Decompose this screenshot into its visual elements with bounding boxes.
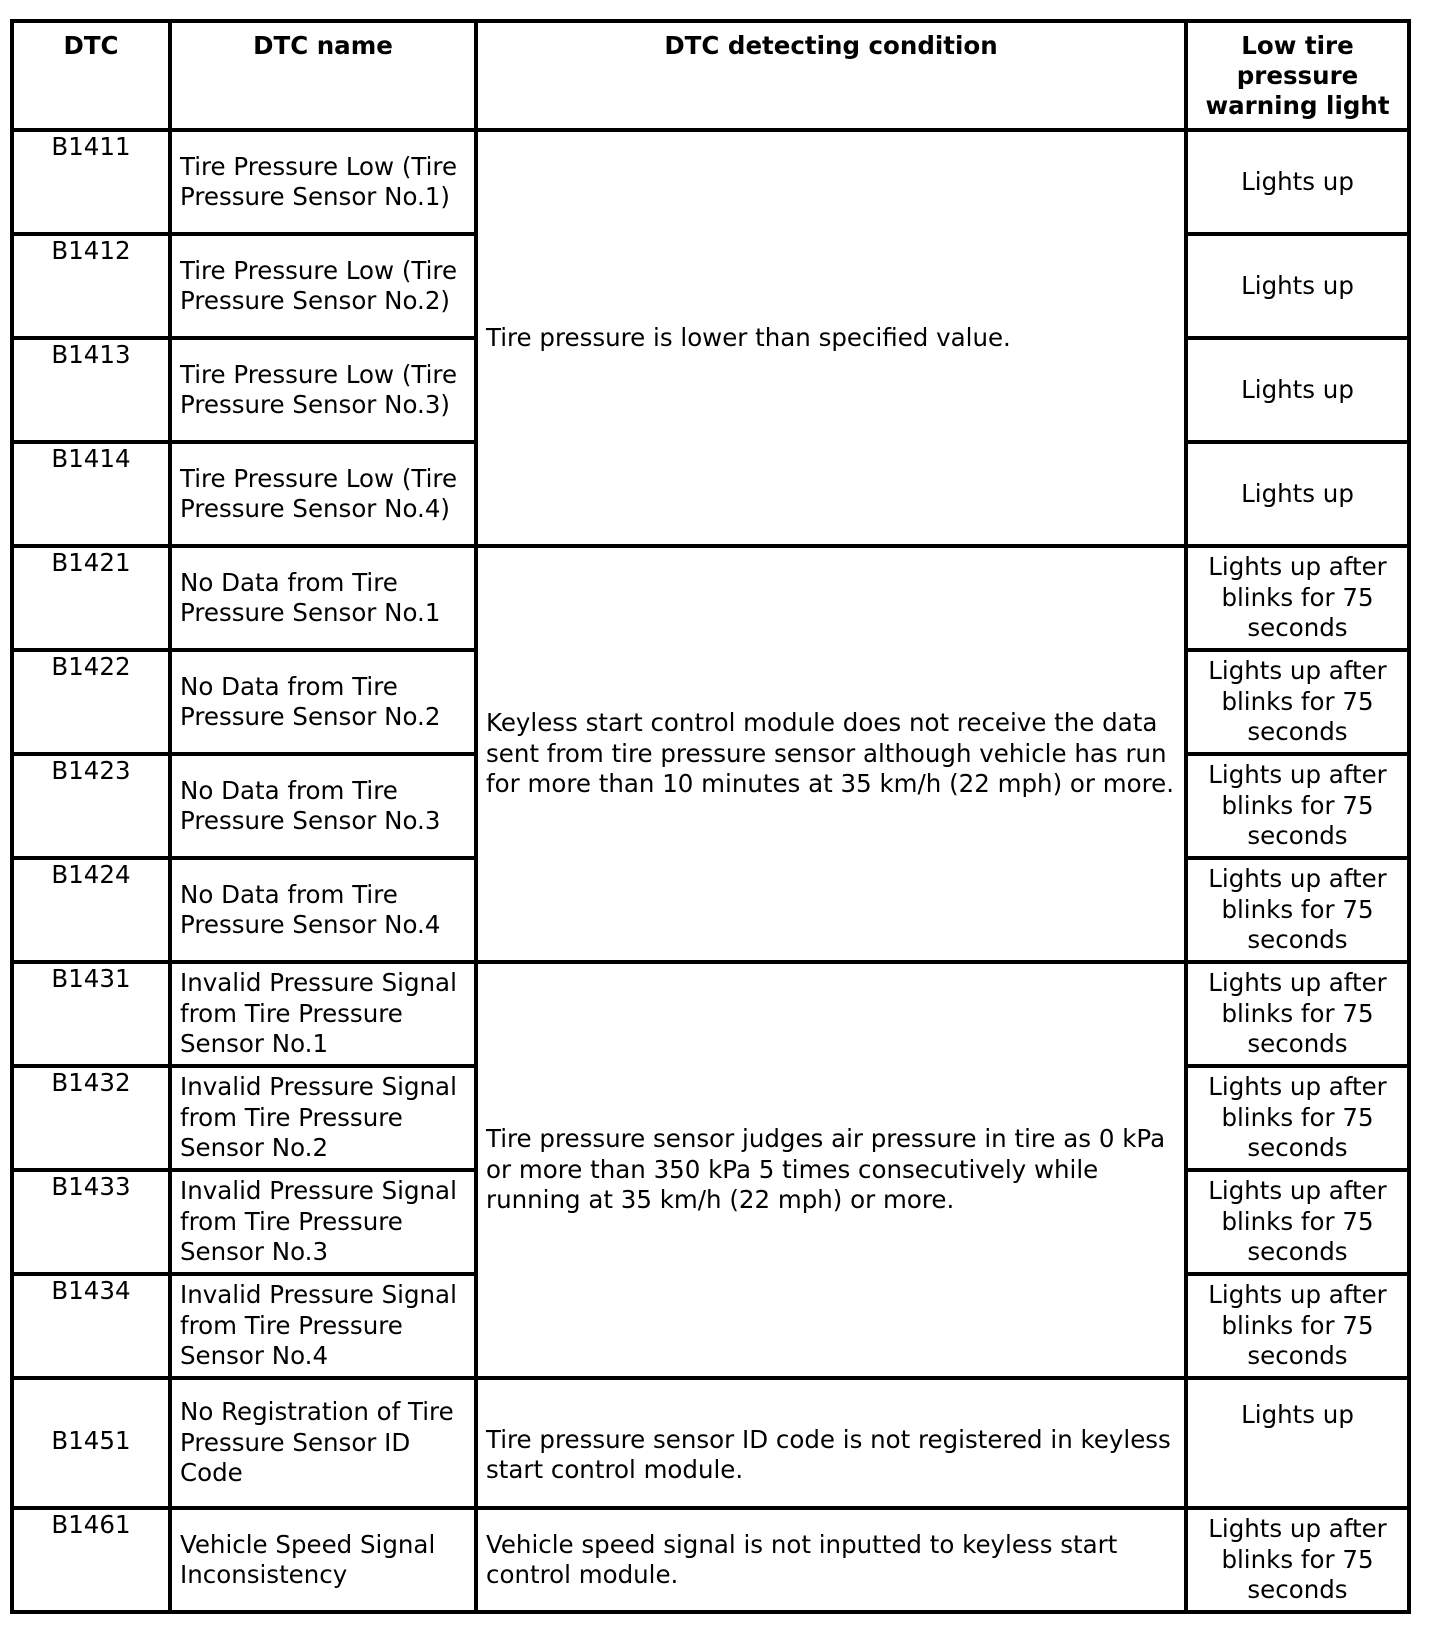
table-row: [12, 546, 1409, 650]
dtc-name: Vehicle Speed Signal Inconsistency: [170, 1508, 476, 1612]
table-row: [12, 1378, 1409, 1508]
dtc-name: Tire Pressure Low (Tire Pressure Sensor No.2): [170, 234, 476, 338]
detecting-condition: Tire pressure is lower than specified value.: [476, 130, 1186, 546]
dtc-code: B1434: [12, 1274, 170, 1378]
table-row: [12, 1508, 1409, 1612]
dtc-code: B1414: [12, 442, 170, 546]
detecting-condition: Tire pressure sensor judges air pressure in tire as 0 kPa or more than 350 kPa 5 times consecutively while running at 35 km/h (22 mph) or more.: [476, 962, 1186, 1378]
dtc-code: B1411: [12, 130, 170, 234]
dtc-code: B1422: [12, 650, 170, 754]
warning-light: Lights up: [1186, 442, 1409, 546]
dtc-name: Tire Pressure Low (Tire Pressure Sensor No.1): [170, 130, 476, 234]
dtc-code: B1413: [12, 338, 170, 442]
warning-light: Lights up after blinks for 75 seconds: [1186, 858, 1409, 962]
dtc-name: No Data from Tire Pressure Sensor No.2: [170, 650, 476, 754]
dtc-code: B1433: [12, 1170, 170, 1274]
dtc-name: No Registration of Tire Pressure Sensor ID Code: [170, 1378, 476, 1508]
dtc-code: B1424: [12, 858, 170, 962]
header-warning-light: Low tire pressure warning light: [1186, 21, 1409, 130]
detecting-condition: Tire pressure sensor ID code is not registered in keyless start control module.: [476, 1378, 1186, 1508]
dtc-name: Invalid Pressure Signal from Tire Pressure Sensor No.2: [170, 1066, 476, 1170]
warning-light: Lights up after blinks for 75 seconds: [1186, 754, 1409, 858]
detecting-condition: Vehicle speed signal is not inputted to keyless start control module.: [476, 1508, 1186, 1612]
warning-light: Lights up after blinks for 75 seconds: [1186, 962, 1409, 1066]
table-row: [12, 962, 1409, 1066]
dtc-code: B1423: [12, 754, 170, 858]
table-header-row: [12, 21, 1409, 130]
dtc-code: B1412: [12, 234, 170, 338]
dtc-code: B1432: [12, 1066, 170, 1170]
dtc-code: B1461: [12, 1508, 170, 1612]
warning-light: Lights up after blinks for 75 seconds: [1186, 1508, 1409, 1612]
warning-light: Lights up after blinks for 75 seconds: [1186, 1066, 1409, 1170]
warning-light: Lights up: [1186, 130, 1409, 234]
dtc-code: B1431: [12, 962, 170, 1066]
header-detecting-condition: DTC detecting condition: [476, 21, 1186, 130]
warning-light: Lights up: [1186, 234, 1409, 338]
warning-light: Lights up: [1186, 1378, 1409, 1508]
dtc-name: Invalid Pressure Signal from Tire Pressure Sensor No.4: [170, 1274, 476, 1378]
detecting-condition: Keyless start control module does not receive the data sent from tire pressure sensor although vehicle has run for more than 10 minutes at 35 km/h (22 mph) or more.: [476, 546, 1186, 962]
dtc-name: Invalid Pressure Signal from Tire Pressure Sensor No.3: [170, 1170, 476, 1274]
warning-light: Lights up: [1186, 338, 1409, 442]
dtc-name: Invalid Pressure Signal from Tire Pressure Sensor No.1: [170, 962, 476, 1066]
dtc-name: No Data from Tire Pressure Sensor No.4: [170, 858, 476, 962]
header-dtc-name: DTC name: [170, 21, 476, 130]
dtc-code: B1451: [12, 1378, 170, 1508]
warning-light: Lights up after blinks for 75 seconds: [1186, 1274, 1409, 1378]
dtc-name: No Data from Tire Pressure Sensor No.1: [170, 546, 476, 650]
header-dtc: DTC: [12, 21, 170, 130]
dtc-name: Tire Pressure Low (Tire Pressure Sensor No.4): [170, 442, 476, 546]
warning-light: Lights up after blinks for 75 seconds: [1186, 546, 1409, 650]
dtc-table-container: [10, 19, 1411, 1614]
warning-light: Lights up after blinks for 75 seconds: [1186, 650, 1409, 754]
dtc-code: B1421: [12, 546, 170, 650]
dtc-name: Tire Pressure Low (Tire Pressure Sensor No.3): [170, 338, 476, 442]
dtc-name: No Data from Tire Pressure Sensor No.3: [170, 754, 476, 858]
table-row: [12, 130, 1409, 234]
dtc-table: [10, 19, 1411, 1614]
warning-light: Lights up after blinks for 75 seconds: [1186, 1170, 1409, 1274]
